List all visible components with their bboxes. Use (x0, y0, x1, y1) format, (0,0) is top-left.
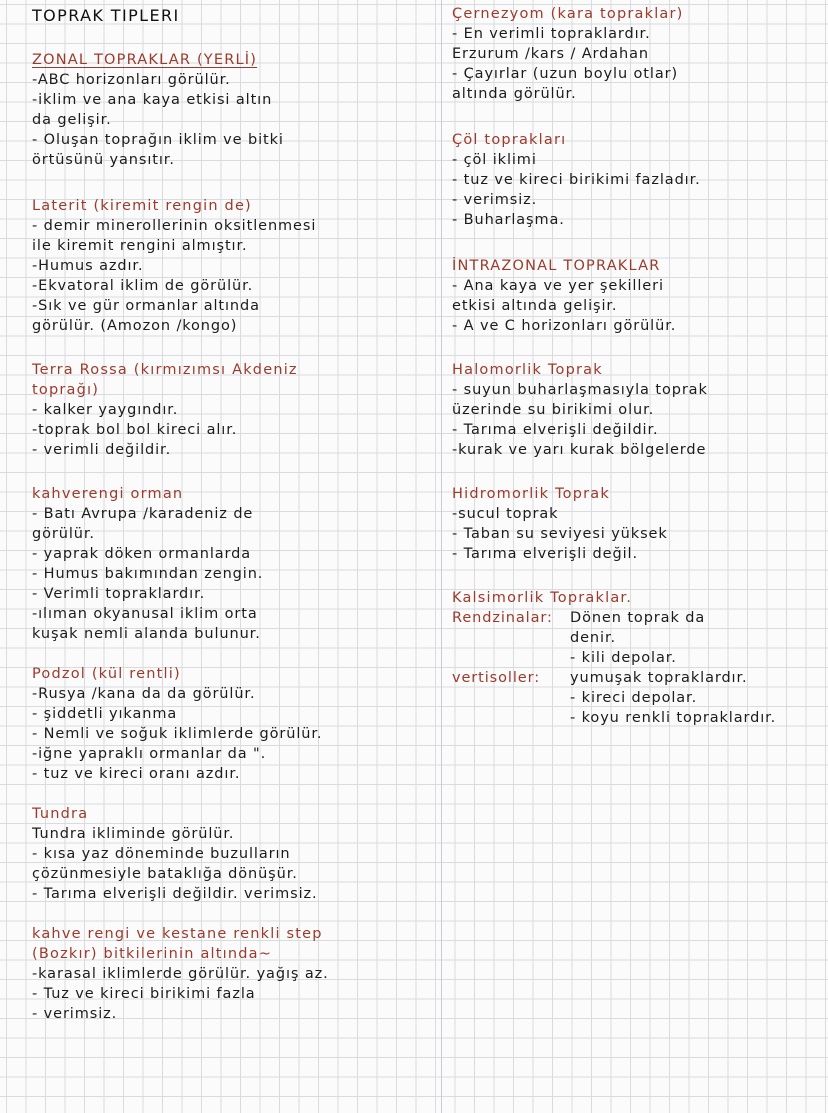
rendzinalar-row (452, 608, 824, 628)
note-line: - Batı Avrupa /karadeniz de (32, 506, 254, 522)
section-heading: Çöl toprakları (452, 132, 567, 148)
section-kahve-rengi-step (32, 924, 437, 1024)
note-line: da gelişir. (32, 112, 112, 128)
note-line: -iğne yapraklı ormanlar da ". (32, 746, 267, 762)
note-line: - Verimli topraklardır. (32, 586, 206, 602)
note-line: çözünmesiyle bataklığa dönüşür. (32, 866, 298, 882)
section-heading: Hidromorlik Toprak (452, 486, 610, 502)
note-line: Erzurum /kars / Ardahan (452, 46, 650, 62)
note-line: - şiddetli yıkanma (32, 706, 178, 722)
note-line: - çöl iklimi (452, 152, 537, 168)
note-line: denir. (570, 630, 616, 646)
note-line: - tuz ve kireci birikimi fazladır. (452, 172, 701, 188)
note-line: - verimsiz. (452, 192, 538, 208)
note-line: -Rusya /kana da da görülür. (32, 686, 256, 702)
section-heading: Halomorlik Toprak (452, 362, 603, 378)
section-laterit (32, 196, 437, 336)
section-heading: Podzol (kül rentli) (32, 666, 181, 682)
note-line: - Buharlaşma. (452, 212, 565, 228)
note-line: - Tarıma elverişli değildir. verimsiz. (32, 886, 318, 902)
section-heading-cont: (Bozkır) bitkilerinin altında~ (32, 946, 273, 962)
note-line: ile kiremit rengini almıştır. (32, 238, 248, 254)
note-line: üzerinde su birikimi olur. (452, 402, 655, 418)
note-line: - verimsiz. (32, 1006, 118, 1022)
section-hidromorlik (452, 484, 824, 564)
section-heading: kahverengi orman (32, 486, 184, 502)
note-line: - Taban su seviyesi yüksek (452, 526, 668, 542)
note-line: -ABC horizonları görülür. (32, 72, 231, 88)
section-tundra (32, 804, 437, 904)
note-line: -sucul toprak (452, 506, 559, 522)
note-line: -karasal iklimlerde görülür. yağış az. (32, 966, 329, 982)
vertisoller-row (452, 668, 824, 688)
section-halomorlik (452, 360, 824, 460)
note-line: -kurak ve yarı kurak bölgelerde (452, 442, 707, 458)
page-title: TOPRAK TIPLERI (32, 6, 180, 25)
note-line: - Nemli ve soğuk iklimlerde görülür. (32, 726, 323, 742)
note-line: - kili depolar. (570, 650, 677, 666)
note-line: - kalker yaygındır. (32, 402, 179, 418)
section-col-topraklari (452, 130, 824, 230)
vertisoller-label: vertisoller: (452, 670, 540, 686)
note-line: -Ekvatoral iklim de görülür. (32, 278, 254, 294)
section-terra-rossa (32, 360, 437, 460)
rendzinalar-label: Rendzinalar: (452, 610, 553, 626)
section-heading: Laterit (kiremit rengin de) (32, 198, 252, 214)
note-line: - yaprak döken ormanlarda (32, 546, 252, 562)
note-line: etkisi altında gelişir. (452, 298, 618, 314)
section-kahverengi-orman (32, 484, 437, 644)
note-line: - kireci depolar. (570, 690, 698, 706)
section-heading: İNTRAZONAL TOPRAKLAR (452, 258, 661, 274)
note-line: altında görülür. (452, 86, 577, 102)
note-line: - En verimli topraklardır. (452, 26, 651, 42)
section-heading: Çernezyom (kara topraklar) (452, 6, 684, 22)
section-heading: Kalsimorlik Topraklar. (452, 590, 633, 606)
note-line: Tundra ikliminde görülür. (32, 826, 235, 842)
section-kalsimorlik (452, 588, 824, 728)
section-heading-cont: toprağı) (32, 382, 100, 398)
section-podzol (32, 664, 437, 784)
note-line: - Çayırlar (uzun boylu otlar) (452, 66, 679, 82)
note-line: - Humus bakımından zengin. (32, 566, 264, 582)
note-line: -Sık ve gür ormanlar altında (32, 298, 260, 314)
note-line: - A ve C horizonları görülür. (452, 318, 677, 334)
note-line: - Tarıma elverişli değil. (452, 546, 638, 562)
section-heading: Tundra (32, 806, 89, 822)
note-line: - Tarıma elverişli değildir. (452, 422, 659, 438)
note-line: - suyun buharlaşmasıyla toprak (452, 382, 708, 398)
note-line: örtüsünü yansıtır. (32, 152, 175, 168)
section-cernezyom (452, 4, 824, 104)
section-heading: ZONAL TOPRAKLAR (YERLİ) (32, 52, 258, 68)
note-line: -toprak bol bol kireci alır. (32, 422, 238, 438)
right-column (452, 0, 824, 728)
note-line: -iklim ve ana kaya etkisi altın (32, 92, 273, 108)
note-line: -ılıman okyanusal iklim orta (32, 606, 258, 622)
note-line: - koyu renkli topraklardır. (570, 710, 777, 726)
section-intrazonal (452, 256, 824, 336)
note-line: -Humus azdır. (32, 258, 144, 274)
note-line: - Tuz ve kireci birikimi fazla (32, 986, 256, 1002)
note-line: görülür. (32, 526, 95, 542)
note-line: yumuşak topraklardır. (570, 670, 748, 686)
column-divider (441, 0, 442, 1113)
section-heading: Terra Rossa (kırmızımsı Akdeniz (32, 362, 298, 378)
note-line: kuşak nemli alanda bulunur. (32, 626, 261, 642)
note-line: - Oluşan toprağın iklim ve bitki (32, 132, 284, 148)
left-column (32, 0, 437, 1024)
note-line: - Ana kaya ve yer şekilleri (452, 278, 664, 294)
note-line: - demir minerollerinin oksitlenmesi (32, 218, 317, 234)
section-zonal (32, 50, 437, 170)
note-line: - tuz ve kireci oranı azdır. (32, 766, 241, 782)
note-line: - verimli değildir. (32, 442, 172, 458)
note-line: görülür. (Amozon /kongo) (32, 318, 238, 334)
note-line: Dönen toprak da (570, 610, 706, 626)
note-line: - kısa yaz döneminde buzulların (32, 846, 291, 862)
section-heading: kahve rengi ve kestane renkli step (32, 926, 323, 942)
